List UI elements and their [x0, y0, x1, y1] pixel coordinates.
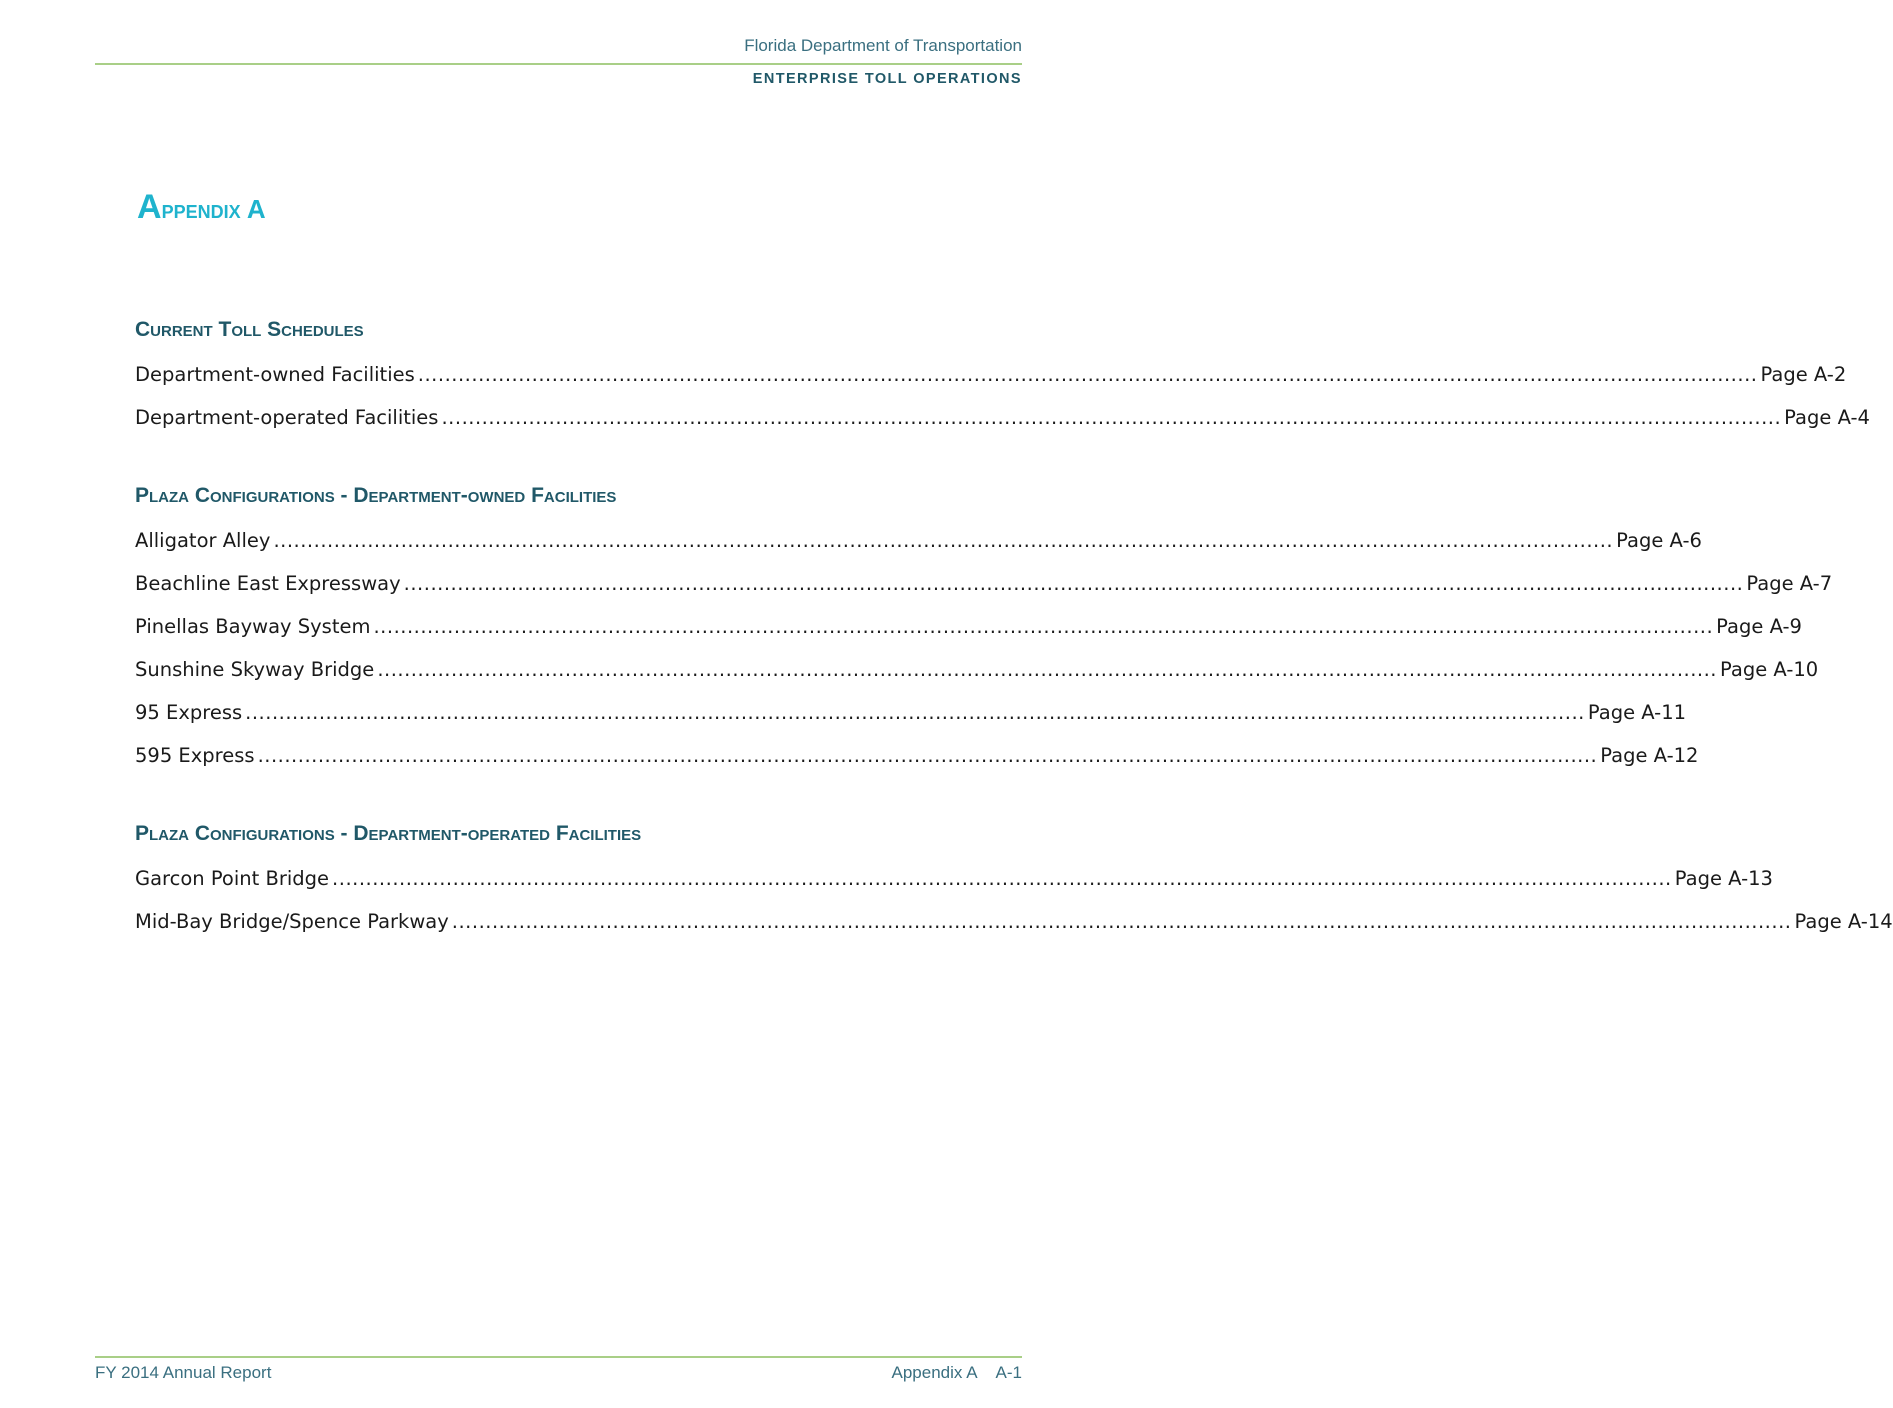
toc-entry-label: Department-owned Facilities — [135, 363, 415, 386]
toc-section-operated-plazas — [135, 818, 1893, 950]
toc-entry[interactable] — [135, 907, 1893, 950]
appendix-title-rest: ppendix A — [161, 194, 266, 224]
toc-entry-page: Page A-7 — [1746, 572, 1833, 595]
toc-entry-label: Sunshine Skyway Bridge — [135, 658, 375, 681]
toc-entry[interactable] — [135, 526, 1702, 569]
section-heading: Plaza Configurations - Department-owned Facilities — [135, 484, 617, 507]
toc-entry[interactable] — [135, 864, 1773, 907]
appendix-title-initial: A — [137, 188, 162, 226]
toc-entry[interactable] — [135, 569, 1833, 612]
toc-entry[interactable] — [135, 360, 1847, 403]
toc-section-toll-schedules — [135, 314, 1870, 446]
header-divider — [95, 63, 1022, 65]
dot-leader: ........................................................................................................................................................................................................ — [257, 744, 1598, 767]
toc-entry-page: Page A-2 — [1760, 363, 1847, 386]
toc-entry-label: 595 Express — [135, 744, 255, 767]
toc-entry-label: Pinellas Bayway System — [135, 615, 371, 638]
toc-entry-page: Page A-14 — [1794, 910, 1893, 933]
toc-entry[interactable] — [135, 403, 1870, 446]
toc-entry-page: Page A-4 — [1784, 406, 1870, 429]
toc-entry[interactable] — [135, 741, 1699, 784]
dot-leader: ........................................................................................................................................................................................................ — [403, 572, 1744, 595]
dot-leader: ........................................................................................................................................................................................................ — [451, 910, 1792, 933]
header-unit: ENTERPRISE TOLL OPERATIONS — [752, 71, 1022, 87]
toc-entry-label: Garcon Point Bridge — [135, 867, 330, 890]
toc-entry[interactable] — [135, 612, 1802, 655]
toc-entry-label: 95 Express — [135, 701, 243, 724]
toc-entry-label: Alligator Alley — [135, 529, 271, 552]
footer-page-info — [892, 1363, 1022, 1383]
toc-entry-label: Beachline East Expressway — [135, 572, 401, 595]
footer-report-title: FY 2014 Annual Report — [95, 1363, 272, 1382]
footer-appendix-label: Appendix A — [891, 1363, 978, 1382]
header-department: Florida Department of Transportation — [744, 36, 1022, 55]
appendix-title — [137, 188, 266, 227]
toc-entry[interactable] — [135, 698, 1687, 741]
dot-leader: ........................................................................................................................................................................................................ — [441, 406, 1782, 429]
footer-page-number: A-1 — [995, 1363, 1022, 1382]
table-of-contents — [135, 314, 1893, 984]
toc-entry-label: Mid-Bay Bridge/Spence Parkway — [135, 910, 449, 933]
section-heading: Current Toll Schedules — [135, 318, 364, 341]
toc-entry-page: Page A-6 — [1616, 529, 1702, 552]
footer-divider — [95, 1356, 1022, 1358]
toc-entry-page: Page A-10 — [1720, 658, 1819, 681]
section-heading: Plaza Configurations - Department-operated Facilities — [135, 822, 642, 845]
toc-section-owned-plazas — [135, 480, 1833, 784]
dot-leader: ........................................................................................................................................................................................................ — [377, 658, 1718, 681]
toc-entry[interactable] — [135, 655, 1819, 698]
dot-leader: ........................................................................................................................................................................................................ — [273, 529, 1614, 552]
dot-leader: ........................................................................................................................................................................................................ — [373, 615, 1714, 638]
toc-entry-page: Page A-12 — [1600, 744, 1699, 767]
toc-entry-page: Page A-13 — [1674, 867, 1773, 890]
toc-entry-page: Page A-11 — [1587, 701, 1687, 724]
dot-leader: ........................................................................................................................................................................................................ — [417, 363, 1758, 386]
dot-leader: ........................................................................................................................................................................................................ — [332, 867, 1672, 890]
dot-leader: ........................................................................................................................................................................................................ — [245, 701, 1585, 724]
toc-entry-page: Page A-9 — [1716, 615, 1802, 638]
toc-entry-label: Department-operated Facilities — [135, 406, 439, 429]
